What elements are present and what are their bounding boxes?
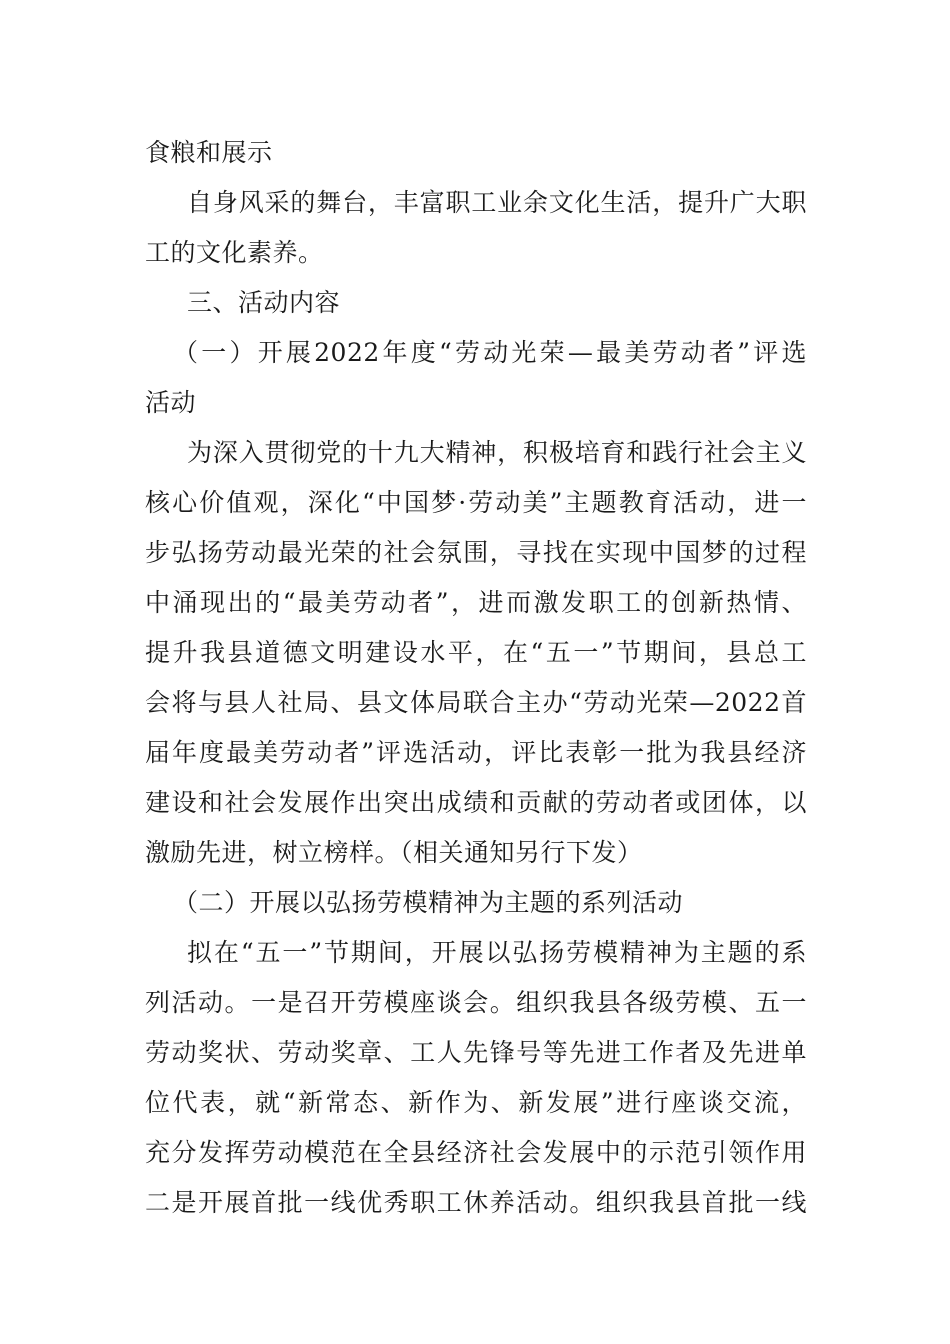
text-line-10: 中涌现出的“最美劳动者”，进而激发职工的创新热情、 <box>145 588 807 617</box>
text-line-15: 激励先进，树立榜样。（相关通知另行下发） <box>145 838 643 867</box>
subsection-heading-2: （二）开展以弘扬劳模精神为主题的系列活动 <box>173 888 684 917</box>
text-line-22: 二是开展首批一线优秀职工休养活动。组织我县首批一线 <box>145 1188 807 1217</box>
section-heading: 三、活动内容 <box>187 288 341 317</box>
text-line-17: 拟在“五一”节期间，开展以弘扬劳模精神为主题的系 <box>187 938 807 967</box>
text-line-19: 劳动奖状、劳动奖章、工人先锋号等先进工作者及先进单 <box>145 1038 807 1067</box>
text-line-9: 步弘扬劳动最光荣的社会氛围，寻找在实现中国梦的过程 <box>145 538 807 567</box>
text-line-21: 充分发挥劳动模范在全县经济社会发展中的示范引领作用 <box>145 1138 807 1167</box>
text-line-13: 届年度最美劳动者”评选活动，评比表彰一批为我县经济 <box>145 738 807 767</box>
text-line-18: 列活动。一是召开劳模座谈会。组织我县各级劳模、五一 <box>145 988 807 1017</box>
subsection-heading-1-cont: 活动 <box>145 388 197 417</box>
text-line-8: 核心价值观，深化“中国梦·劳动美”主题教育活动，进一 <box>145 488 807 517</box>
text-line-1: 食粮和展示 <box>145 138 273 167</box>
text-line-12: 会将与县人社局、县文体局联合主办“劳动光荣—2022首 <box>145 688 807 717</box>
text-line-7: 为深入贯彻党的十九大精神，积极培育和践行社会主义 <box>187 438 807 467</box>
text-line-2: 自身风采的舞台，丰富职工业余文化生活，提升广大职 <box>187 188 807 217</box>
subsection-heading-1: （一）开展2022年度“劳动光荣—最美劳动者”评选 <box>173 338 807 367</box>
text-line-20: 位代表，就“新常态、新作为、新发展”进行座谈交流， <box>145 1088 807 1117</box>
text-line-3: 工的文化素养。 <box>145 238 324 267</box>
text-line-11: 提升我县道德文明建设水平，在“五一”节期间，县总工 <box>145 638 807 667</box>
document-body <box>145 128 807 1228</box>
text-line-14: 建设和社会发展作出突出成绩和贡献的劳动者或团体，以 <box>145 788 807 817</box>
